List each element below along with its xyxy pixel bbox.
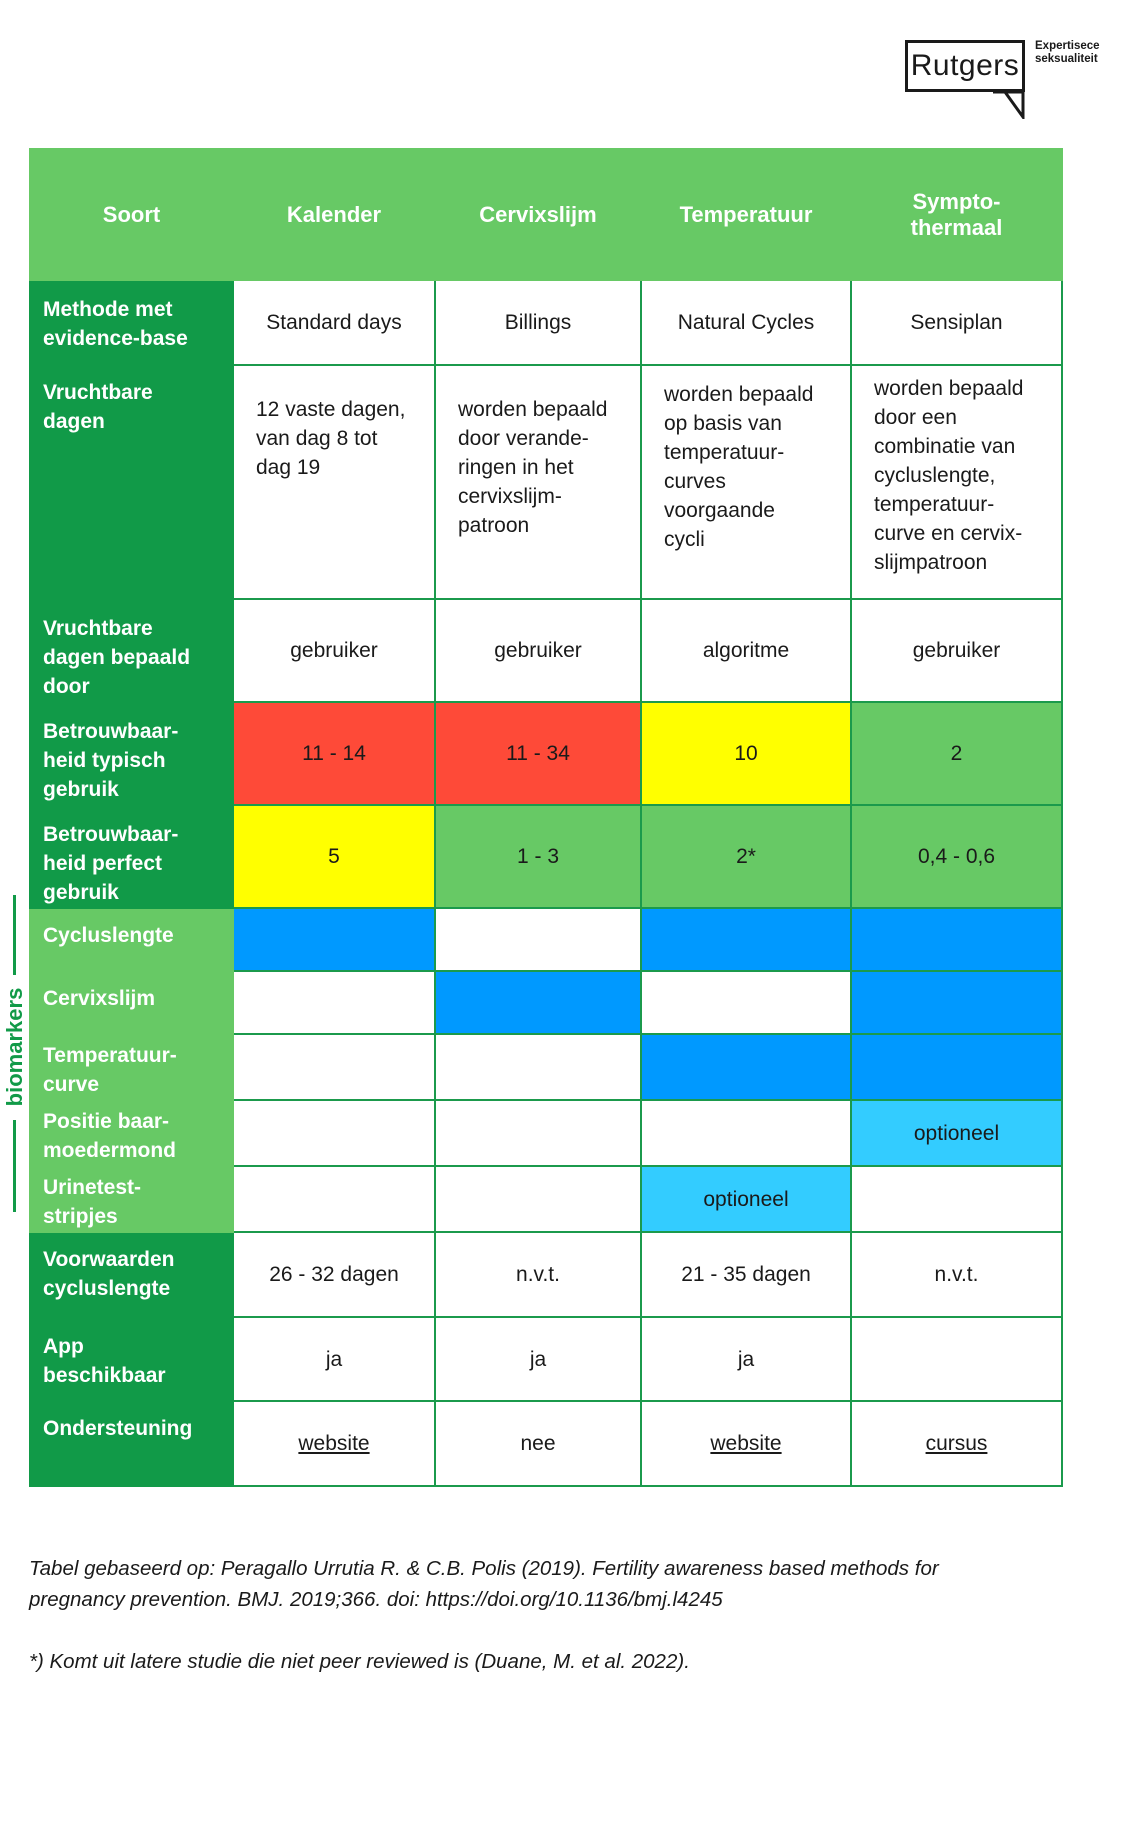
cell-line: worden bepaald <box>458 398 608 421</box>
header-symptothermaal-line1: Sympto- <box>912 188 1001 214</box>
row-label-urinetest <box>30 1166 233 1232</box>
cell-vruchtbare-cervixslijm <box>435 365 641 599</box>
cell-line: door een <box>874 406 957 429</box>
cell-temperatuurcurve-cervixslijm <box>435 1034 641 1100</box>
table-row-ondersteuning <box>30 1401 1062 1486</box>
cell-line: temperatuur- <box>874 493 995 516</box>
row-label-line: Vruchtbare <box>43 617 153 640</box>
row-label-line: Vruchtbare <box>43 381 153 404</box>
table-row-cycluslengte <box>30 908 1062 971</box>
cell-line: slijmpatroon <box>874 551 988 574</box>
cell-temperatuurcurve-temperatuur <box>641 1034 851 1100</box>
row-label-line: App <box>43 1335 84 1358</box>
cell-typisch-cervixslijm: 11 - 34 <box>435 702 641 805</box>
cell-voorwaarden-cervixslijm: n.v.t. <box>435 1232 641 1317</box>
cell-line: patroon <box>458 514 530 537</box>
table-row-bepaald-door <box>30 599 1062 702</box>
row-label-line: dagen <box>43 410 105 433</box>
table-row-positie <box>30 1100 1062 1166</box>
header-cervixslijm: Cervixslijm <box>435 149 641 280</box>
cell-line: 12 vaste dagen, <box>256 398 406 421</box>
website-link-kalender[interactable]: website <box>298 1432 370 1455</box>
cell-temperatuurcurve-symptothermaal <box>851 1034 1062 1100</box>
cell-cervixslijm-temperatuur <box>641 971 851 1034</box>
header-temperatuur: Temperatuur <box>641 149 851 280</box>
cell-line: door verande- <box>458 427 589 450</box>
row-label-line: heid perfect <box>43 852 163 875</box>
row-label-methode <box>30 280 233 365</box>
row-label-perfect <box>30 805 233 908</box>
table-row-vruchtbare-dagen <box>30 365 1062 599</box>
logo-subtitle <box>1035 40 1125 66</box>
cell-app-temperatuur: ja <box>641 1317 851 1401</box>
cell-cervixslijm-kalender <box>233 971 435 1034</box>
cell-ondersteuning-cervixslijm: nee <box>435 1401 641 1486</box>
logo-subtitle-line1: Expertisece <box>1035 40 1100 52</box>
cell-bepaald-temperatuur: algoritme <box>641 599 851 702</box>
row-label-line: door <box>43 675 90 698</box>
row-label-line: Urinetest- <box>43 1176 142 1199</box>
table-row-app <box>30 1317 1062 1401</box>
cell-vruchtbare-kalender <box>233 365 435 599</box>
cell-line: worden bepaald <box>664 383 814 406</box>
cell-cycluslengte-kalender <box>233 908 435 971</box>
cell-line: cycluslengte, <box>874 464 996 487</box>
row-label-line: curve <box>43 1073 100 1096</box>
cell-typisch-temperatuur: 10 <box>641 702 851 805</box>
rutgers-logo <box>905 40 1115 115</box>
row-label-temperatuurcurve <box>30 1034 233 1100</box>
logo-subtitle-line2: seksualiteit <box>1035 53 1098 65</box>
cell-line: ringen in het <box>458 456 574 479</box>
cell-positie-temperatuur <box>641 1100 851 1166</box>
cell-ondersteuning-temperatuur <box>641 1401 851 1486</box>
cell-urinetest-cervixslijm <box>435 1166 641 1232</box>
row-label-line: cycluslengte <box>43 1277 171 1300</box>
cell-voorwaarden-symptothermaal: n.v.t. <box>851 1232 1062 1317</box>
source-footnote <box>29 1553 1089 1615</box>
header-kalender: Kalender <box>233 149 435 280</box>
cell-methode-temperatuur: Natural Cycles <box>641 280 851 365</box>
header-soort: Soort <box>30 149 233 280</box>
cell-perfect-symptothermaal: 0,4 - 0,6 <box>851 805 1062 908</box>
cell-cycluslengte-temperatuur <box>641 908 851 971</box>
header-symptothermaal-line2: thermaal <box>910 214 1003 240</box>
row-label-line: dagen bepaald <box>43 646 191 669</box>
row-label-line: evidence-base <box>43 327 188 350</box>
cell-perfect-temperatuur: 2* <box>641 805 851 908</box>
cell-cycluslengte-cervixslijm <box>435 908 641 971</box>
table-row-perfect-gebruik <box>30 805 1062 908</box>
cell-line: worden bepaald <box>874 377 1024 400</box>
row-label-line: gebruik <box>43 881 119 904</box>
cell-bepaald-symptothermaal: gebruiker <box>851 599 1062 702</box>
cell-urinetest-symptothermaal <box>851 1166 1062 1232</box>
cell-ondersteuning-symptothermaal <box>851 1401 1062 1486</box>
cell-typisch-symptothermaal: 2 <box>851 702 1062 805</box>
table-row-methode <box>30 280 1062 365</box>
cursus-link-symptothermaal[interactable]: cursus <box>925 1432 988 1455</box>
cell-line: temperatuur- <box>664 441 785 464</box>
biomarkers-bracket-top <box>13 895 16 975</box>
cell-line: curve en cervix- <box>874 522 1023 545</box>
row-label-line: beschikbaar <box>43 1364 166 1387</box>
website-link-temperatuur[interactable]: website <box>710 1432 782 1455</box>
cell-cycluslengte-symptothermaal <box>851 908 1062 971</box>
cell-methode-symptothermaal: Sensiplan <box>851 280 1062 365</box>
asterisk-footnote: *) Komt uit latere studie die niet peer reviewed is (Duane, M. et al. 2022). <box>29 1650 690 1673</box>
cell-voorwaarden-temperatuur: 21 - 35 dagen <box>641 1232 851 1317</box>
cell-line: curves <box>664 470 726 493</box>
row-label-line: moedermond <box>43 1139 177 1162</box>
row-label-typisch <box>30 702 233 805</box>
row-label-line: Betrouwbaar- <box>43 823 179 846</box>
row-label-line: stripjes <box>43 1205 118 1228</box>
cell-positie-kalender <box>233 1100 435 1166</box>
cell-positie-symptothermaal: optioneel <box>851 1100 1062 1166</box>
row-label-app <box>30 1317 233 1401</box>
row-label-bepaald-door <box>30 599 233 702</box>
row-label-voorwaarden <box>30 1232 233 1317</box>
cell-vruchtbare-symptothermaal <box>851 365 1062 599</box>
cell-methode-kalender: Standard days <box>233 280 435 365</box>
row-label-line: Methode met <box>43 298 173 321</box>
source-footnote-line1: Tabel gebaseerd op: Peragallo Urrutia R. & C.B. Polis (2019). Fertility awareness based methods for <box>29 1557 939 1580</box>
row-label-line: Voorwaarden <box>43 1248 175 1271</box>
cell-temperatuurcurve-kalender <box>233 1034 435 1100</box>
logo-wordmark: Rutgers <box>905 40 1025 92</box>
row-label-cervixslijm: Cervixslijm <box>30 971 233 1034</box>
cell-typisch-kalender: 11 - 14 <box>233 702 435 805</box>
cell-line: cervixslijm- <box>458 485 562 508</box>
cell-bepaald-kalender: gebruiker <box>233 599 435 702</box>
table-row-cervixslijm <box>30 971 1062 1034</box>
table-row-urinetest <box>30 1166 1062 1232</box>
biomarkers-bracket-bottom <box>13 1120 16 1212</box>
cell-vruchtbare-temperatuur <box>641 365 851 599</box>
row-label-ondersteuning: Ondersteuning <box>30 1401 233 1486</box>
comparison-table <box>29 148 1063 1487</box>
cell-ondersteuning-kalender <box>233 1401 435 1486</box>
cell-line: voorgaande <box>664 499 775 522</box>
cell-line: van dag 8 tot <box>256 427 378 450</box>
cell-app-kalender: ja <box>233 1317 435 1401</box>
row-label-line: Temperatuur- <box>43 1044 177 1067</box>
row-label-cycluslengte: Cycluslengte <box>30 908 233 971</box>
row-label-vruchtbare-dagen <box>30 365 233 599</box>
table-row-typisch-gebruik <box>30 702 1062 805</box>
cell-line: combinatie van <box>874 435 1016 458</box>
row-label-line: gebruik <box>43 778 119 801</box>
row-label-positie <box>30 1100 233 1166</box>
cell-line: dag 19 <box>256 456 321 479</box>
cell-app-cervixslijm: ja <box>435 1317 641 1401</box>
cell-app-symptothermaal <box>851 1317 1062 1401</box>
biomarkers-label: biomarkers <box>2 987 27 1107</box>
table-row-voorwaarden <box>30 1232 1062 1317</box>
cell-perfect-kalender: 5 <box>233 805 435 908</box>
table-row-temperatuurcurve <box>30 1034 1062 1100</box>
row-label-line: Betrouwbaar- <box>43 720 179 743</box>
cell-cervixslijm-symptothermaal <box>851 971 1062 1034</box>
cell-line: op basis van <box>664 412 782 435</box>
source-footnote-line2: pregnancy prevention. BMJ. 2019;366. doi: https://doi.org/10.1136/bmj.l4245 <box>29 1588 723 1611</box>
row-label-line: heid typisch <box>43 749 166 772</box>
cell-perfect-cervixslijm: 1 - 3 <box>435 805 641 908</box>
cell-line: cycli <box>664 528 705 551</box>
cell-positie-cervixslijm <box>435 1100 641 1166</box>
header-symptothermaal <box>851 149 1062 280</box>
cell-urinetest-kalender <box>233 1166 435 1232</box>
cell-voorwaarden-kalender: 26 - 32 dagen <box>233 1232 435 1317</box>
cell-bepaald-cervixslijm: gebruiker <box>435 599 641 702</box>
cell-urinetest-temperatuur: optioneel <box>641 1166 851 1232</box>
speech-bubble-tail-icon <box>993 89 1033 119</box>
cell-cervixslijm-cervixslijm <box>435 971 641 1034</box>
header-row <box>30 149 1062 280</box>
row-label-line: Positie baar- <box>43 1110 170 1133</box>
cell-methode-cervixslijm: Billings <box>435 280 641 365</box>
